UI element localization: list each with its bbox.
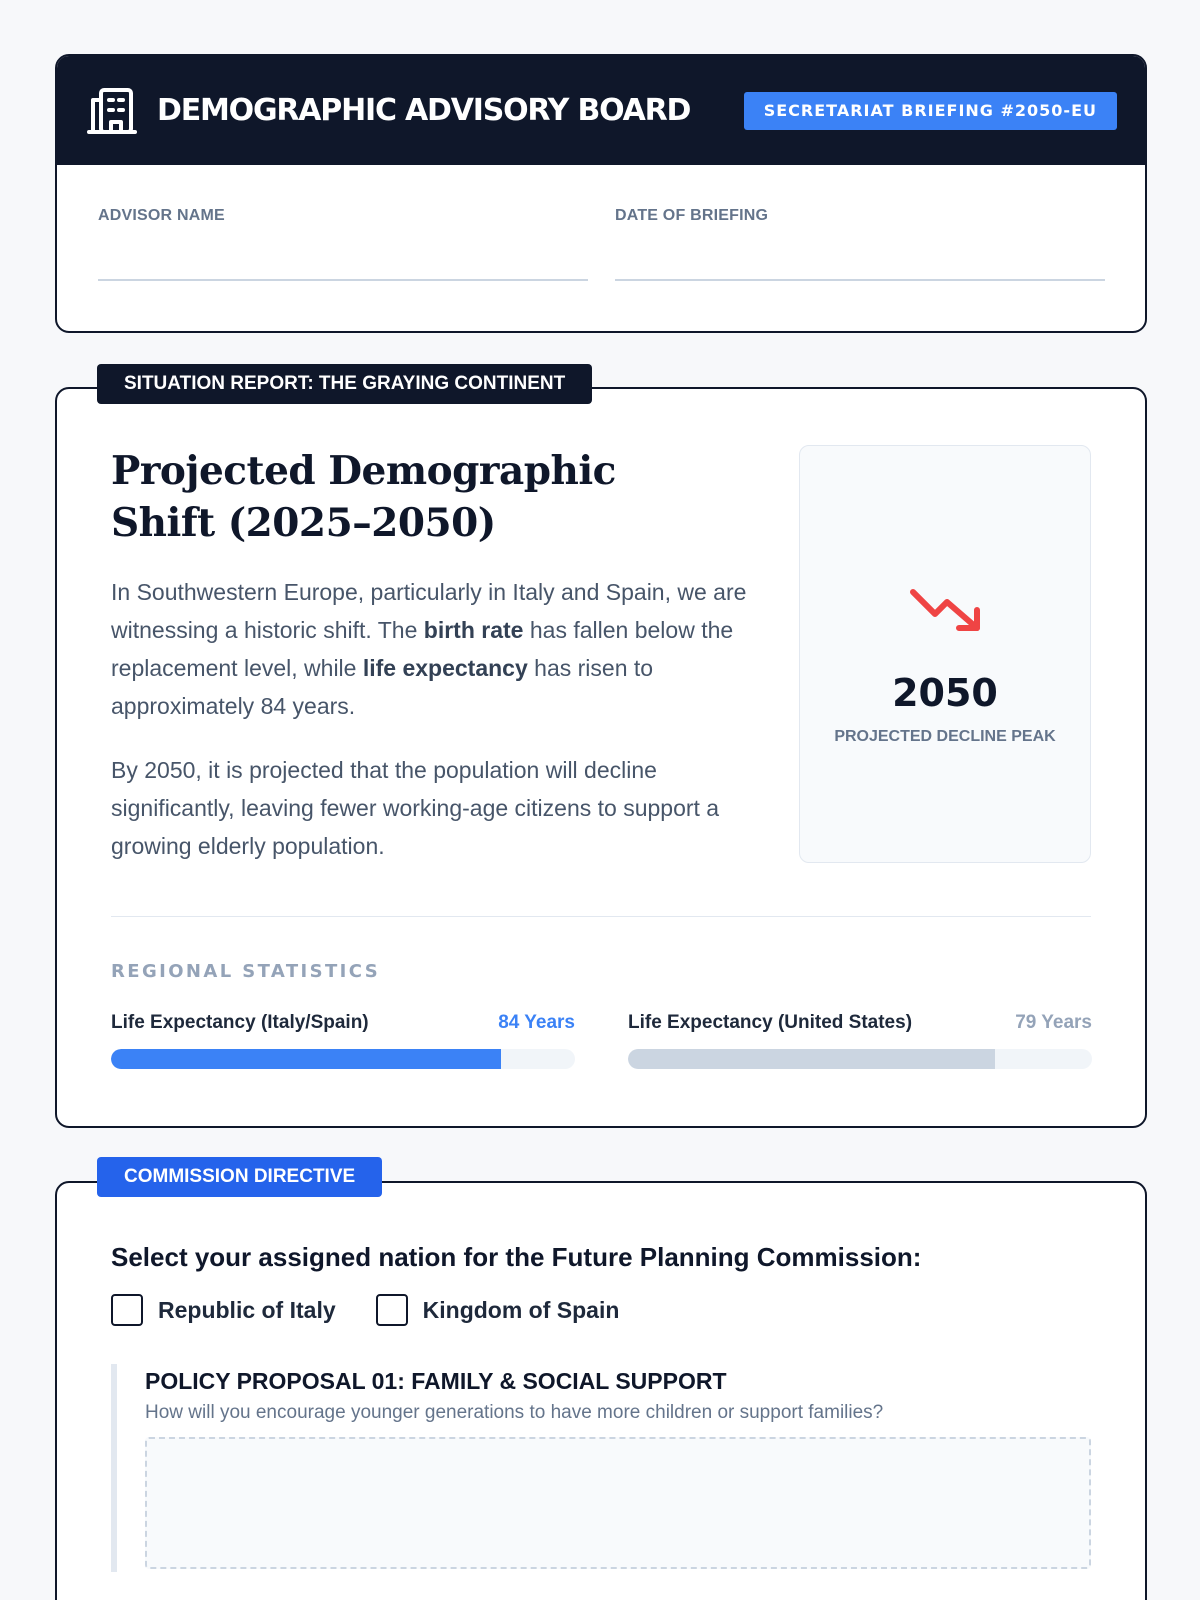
birth-rate-term: birth rate — [423, 617, 524, 643]
decline-peak-card — [799, 445, 1091, 863]
peak-label: PROJECTED DECLINE PEAK — [834, 728, 1056, 745]
policy-proposal-01 — [111, 1364, 1091, 1572]
spain-label[interactable]: Kingdom of Spain — [422, 1296, 620, 1323]
stat-bar-track — [628, 1049, 1092, 1069]
life-expectancy-term: life expectancy — [362, 655, 528, 681]
stat-italy-spain — [111, 1012, 575, 1069]
section-divider — [111, 916, 1091, 917]
briefing-badge: SECRETARIAT BRIEFING #2050-EU — [744, 92, 1117, 130]
spain-checkbox[interactable] — [376, 1294, 408, 1326]
situation-paragraph-1 — [111, 573, 751, 725]
briefing-date-field[interactable] — [615, 207, 1105, 281]
advisor-name-field[interactable] — [98, 207, 588, 281]
option-spain[interactable] — [376, 1294, 620, 1326]
stat-label: Life Expectancy (United States) — [628, 1012, 913, 1033]
proposal-question: How will you encourage younger generations to have more children or support families? — [145, 1402, 884, 1423]
peak-year: 2050 — [892, 671, 998, 715]
situation-report-card — [55, 387, 1147, 1128]
paragraph-text: has risen to approximately 84 years. — [111, 655, 654, 719]
header-card — [55, 54, 1147, 333]
italy-label[interactable]: Republic of Italy — [158, 1296, 336, 1323]
option-italy[interactable] — [111, 1294, 336, 1326]
trending-down-icon — [907, 584, 985, 641]
situation-report-tab: SITUATION REPORT: THE GRAYING CONTINENT — [97, 364, 592, 404]
advisor-name-label: ADVISOR NAME — [98, 207, 225, 224]
italy-checkbox[interactable] — [111, 1294, 143, 1326]
situation-paragraph-2: By 2050, it is projected that the population will decline significantly, leaving fewer working-age citizens to support a growing elderly population. — [111, 757, 720, 859]
projection-title: Projected Demographic Shift (2025–2050) — [111, 448, 616, 546]
commission-directive-card — [55, 1181, 1147, 1600]
briefing-date-line[interactable] — [615, 279, 1105, 281]
nation-options — [111, 1294, 659, 1326]
board-title: DEMOGRAPHIC ADVISORY BOARD — [157, 93, 691, 128]
stat-bar-fill — [111, 1049, 501, 1069]
regional-statistics-heading: REGIONAL STATISTICS — [111, 961, 381, 982]
building-icon — [87, 86, 137, 136]
briefing-date-label: DATE OF BRIEFING — [615, 207, 769, 224]
header-bar — [57, 56, 1145, 165]
proposal-answer-input[interactable] — [145, 1437, 1091, 1569]
stat-value: 79 Years — [1015, 1012, 1092, 1033]
nation-prompt: Select your assigned nation for the Future Planning Commission: — [111, 1242, 922, 1272]
advisor-name-line[interactable] — [98, 279, 588, 281]
stat-bar-fill — [628, 1049, 995, 1069]
paragraph-text: In Southwestern Europe, particularly in Italy and Spain, we are witnessing a historic shift. The — [111, 579, 747, 643]
proposal-title: POLICY PROPOSAL 01: FAMILY & SOCIAL SUPPORT — [145, 1368, 727, 1394]
commission-directive-tab: COMMISSION DIRECTIVE — [97, 1157, 382, 1197]
stat-value: 84 Years — [498, 1012, 575, 1033]
paragraph-text: has fallen below the replacement level, while — [111, 617, 734, 681]
stat-united-states — [628, 1012, 1092, 1069]
stat-label: Life Expectancy (Italy/Spain) — [111, 1012, 369, 1033]
stat-bar-track — [111, 1049, 575, 1069]
briefing-fields — [57, 165, 1145, 333]
